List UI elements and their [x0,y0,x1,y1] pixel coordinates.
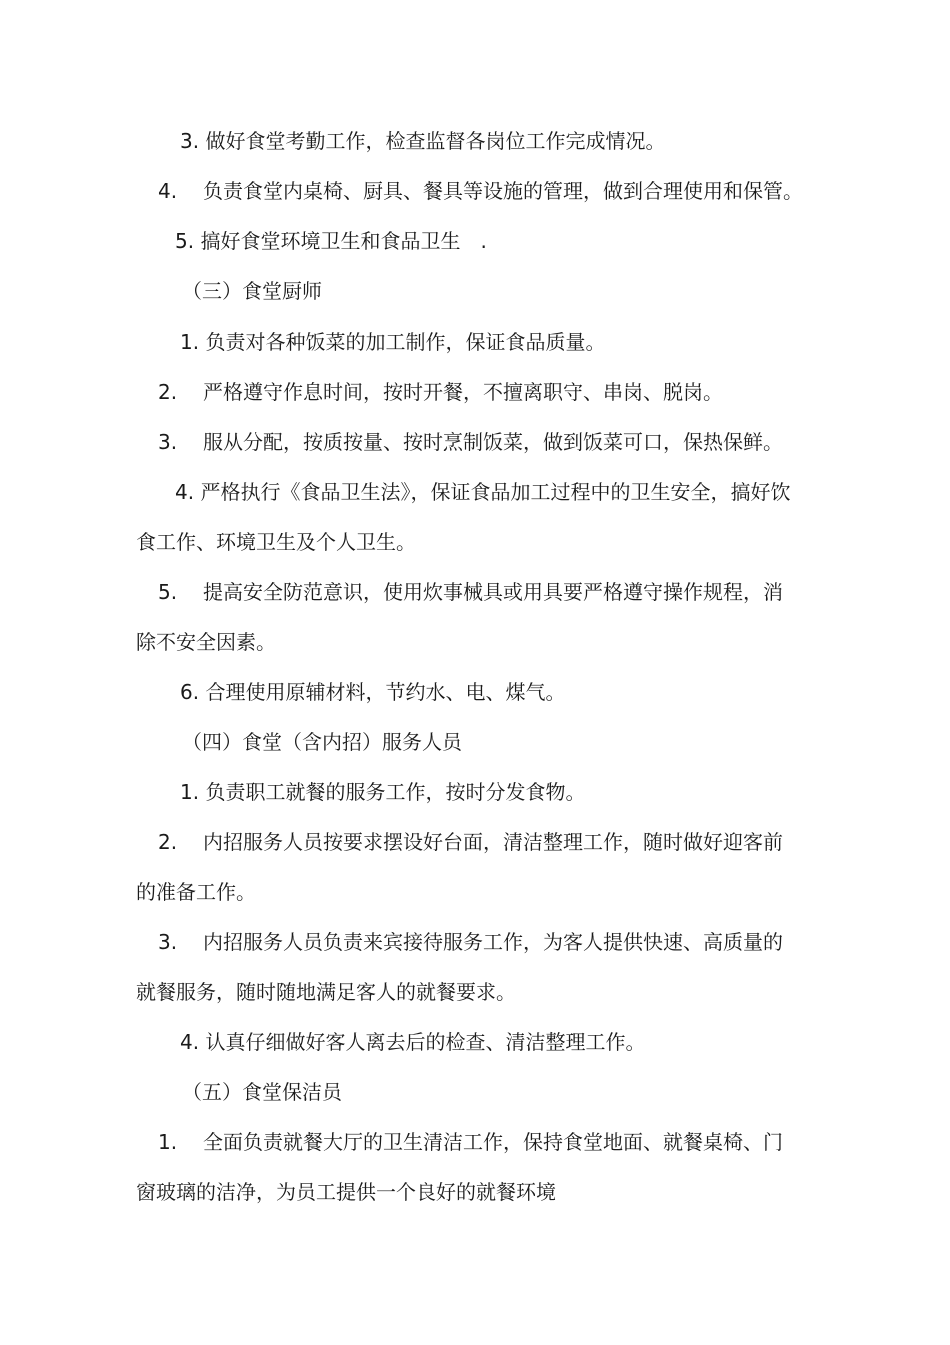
section-heading: （五）食堂保洁员 [182,1080,342,1104]
text-line: 的准备工作。 [136,880,256,904]
text-line: 负责食堂内桌椅、厨具、餐具等设施的管理，做到合理使用和保管。 [203,179,803,203]
section-heading: （三）食堂厨师 [182,279,322,303]
text-line: 服从分配，按质按量、按时烹制饭菜，做到饭菜可口，保热保鲜。 [203,430,783,454]
text-line: 4. 严格执行《食品卫生法》，保证食品加工过程中的卫生安全，搞好饮 [175,480,791,504]
text-line: 1. 负责职工就餐的服务工作，按时分发食物。 [180,780,586,804]
text-line: 内招服务人员按要求摆设好台面，清洁整理工作，随时做好迎客前 [203,830,783,854]
text-line: 3. 做好食堂考勤工作，检查监督各岗位工作完成情况。 [180,129,666,153]
item-number: 3. [158,930,178,954]
text-line: 全面负责就餐大厅的卫生清洁工作，保持食堂地面、就餐桌椅、门 [203,1130,783,1154]
text-line: 窗玻璃的洁净，为员工提供一个良好的就餐环境 [136,1180,556,1204]
section-heading: （四）食堂（含内招）服务人员 [182,730,462,754]
text-line: 提高安全防范意识，使用炊事械具或用具要严格遵守操作规程，消 [203,580,783,604]
item-number: 1. [158,1130,178,1154]
item-number: 2. [158,830,178,854]
text-line: 5. 搞好食堂环境卫生和食品卫生 . [175,229,487,253]
text-line: 4. 认真仔细做好客人离去后的检查、清洁整理工作。 [180,1030,646,1054]
text-line: 除不安全因素。 [136,630,276,654]
text-line: 就餐服务，随时随地满足客人的就餐要求。 [136,980,516,1004]
item-number: 2. [158,380,178,404]
item-number: 4. [158,179,178,203]
text-line: 1. 负责对各种饭菜的加工制作，保证食品质量。 [180,330,606,354]
text-line: 食工作、环境卫生及个人卫生。 [136,530,416,554]
text-line: 内招服务人员负责来宾接待服务工作，为客人提供快速、高质量的 [203,930,783,954]
item-number: 3. [158,430,178,454]
text-line: 严格遵守作息时间，按时开餐，不擅离职守、串岗、脱岗。 [203,380,723,404]
text-line: 6. 合理使用原辅材料，节约水、电、煤气。 [180,680,566,704]
item-number: 5. [158,580,178,604]
